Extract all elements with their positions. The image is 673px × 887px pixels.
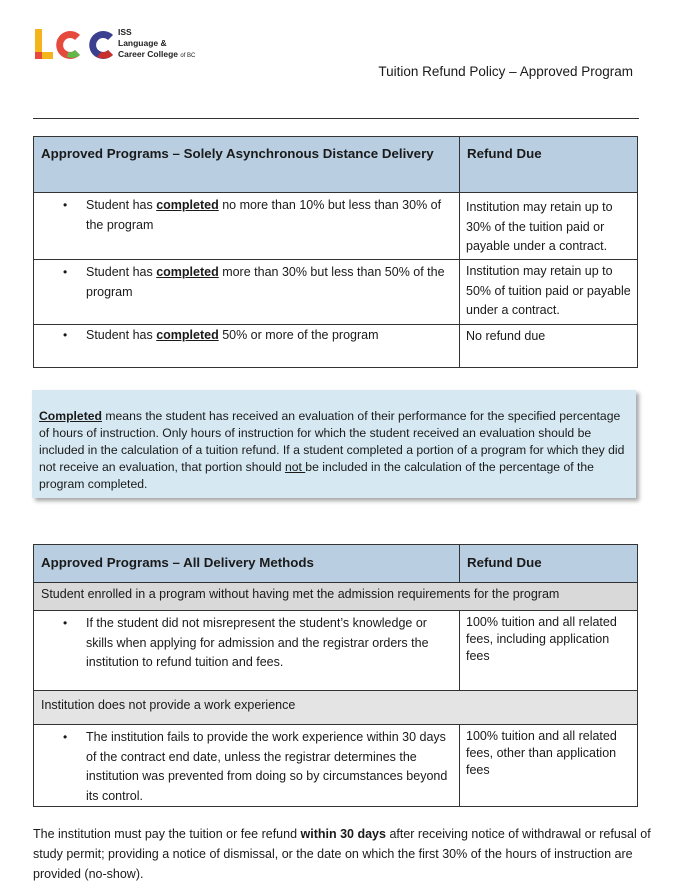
table2-row1-refund: 100% tuition and all related fees, including application fees [460,611,638,691]
table1-row2-refund: Institution may retain up to 50% of tuition paid or payable under a contract. [460,260,638,325]
note-text-2: be included in the calculation of the percentage of the program completed. [39,460,594,491]
all-delivery-refund-table [33,544,638,807]
table2-row2-condition: • The institution fails to provide the work experience within 30 days of the contract end date, unless the registrar determines the institution was prevented from doing so by circumstances beyond its control. [34,728,459,806]
table1-row3-refund: No refund due [460,325,638,368]
table-row [34,325,638,368]
table1-row2-condition: • Student has completed more than 30% but less than 50% of the program [34,263,459,302]
async-refund-table [33,136,638,368]
table1-row1-condition: • Student has completed no more than 10% but less than 30% of the program [34,196,459,235]
logo-line-2: Language & [118,38,167,48]
table-row [34,725,638,807]
table2-row2-refund: 100% tuition and all related fees, other than application fees [460,725,638,807]
table-section-row [34,583,638,611]
table1-header-refund: Refund Due [460,137,638,193]
footer-emphasis: within 30 days [300,827,386,841]
logo-line-1: ISS [118,27,132,37]
footer-text-2: after receiving notice of withdrawal or refusal of study permit; providing a notice of dismissal, or the date on which the first 30% of the hours of instruction are provided (no-show). [33,827,651,881]
logo-suffix: of BC [180,53,196,59]
logo-line-3: Career College [118,49,178,59]
completed-definition-note [32,390,636,498]
table2-section2: Institution does not provide a work experience [34,691,638,725]
logo-wordmark [118,27,195,62]
table-row [34,260,638,325]
table2-section1: Student enrolled in a program without having met the admission requirements for the program [34,583,638,611]
note-not: not [284,460,306,474]
table-section-row [34,691,638,725]
page-header-title: Tuition Refund Policy – Approved Program [378,64,633,79]
table2-row1-condition: • If the student did not misrepresent the student’s knowledge or skills when applying for admission and the registrar orders the institution to refund tuition and fees. [34,614,459,673]
footer-text-1: The institution must pay the tuition or fee refund [33,827,301,841]
header-divider [33,118,639,119]
table1-header-program: Approved Programs – Solely Asynchronous Distance Delivery [34,137,460,193]
refund-timing-paragraph [33,824,653,884]
table-row [34,611,638,691]
note-term: Completed [39,409,102,423]
table2-header-program: Approved Programs – All Delivery Methods [34,545,460,583]
table1-row1-refund: Institution may retain up to 30% of the tuition paid or payable under a contract. [460,193,638,260]
table2-header-refund: Refund Due [460,545,638,583]
note-text-1: means the student has received an evaluation of their performance for the specified percentage of hours of instruction. Only hours of instruction for which the student received an evaluation should be included in the calculation of a tuition refund. If a student completed a portion of a program for which they did not receive an evaluation, that portion should [39,409,625,474]
table-row [34,193,638,260]
table1-row3-condition: • Student has completed 50% or more of the program [34,326,459,346]
